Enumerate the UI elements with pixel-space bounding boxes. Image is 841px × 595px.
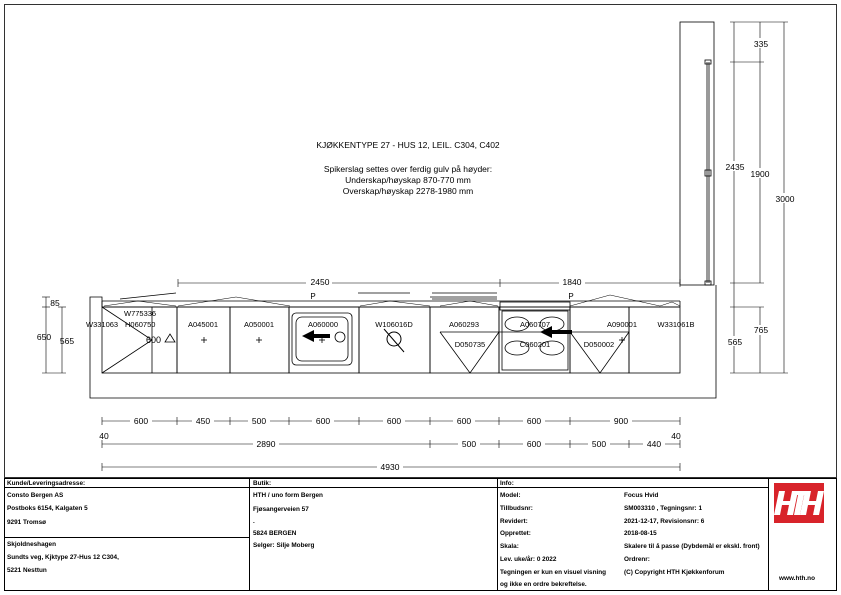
store-line-4: 5824 BERGEN (253, 530, 297, 537)
info-disclaimer-2: og ikke en ordre bekreftelse. (500, 581, 587, 588)
cab-label-a060707: A060707 (519, 320, 551, 329)
dim-r1-0: 600 (133, 416, 149, 426)
left-dim-565: 565 (59, 336, 75, 346)
store-line-5: Selger: Silje Moberg (253, 542, 315, 549)
info-label-scale: Skala: (500, 543, 519, 550)
left-dim-85: 85 (50, 298, 60, 308)
upper-cabinet-bottom-lines (120, 293, 497, 299)
cab-label-h060750: H060750 (125, 320, 156, 329)
tb-site-divider (4, 537, 250, 538)
cab-label-d050735: D050735 (454, 340, 486, 349)
customer-line-3: 9291 Tromsø (7, 519, 47, 526)
right-dim-765: 765 (753, 325, 769, 335)
cab-label-w775336: W775336 (124, 309, 157, 318)
top-dim-left: 2450 (310, 277, 330, 287)
direction-arrows (165, 326, 572, 342)
right-dim-1900: 1900 (750, 169, 770, 179)
cab-label-d050002: D050002 (583, 340, 615, 349)
cab-label-c060201: C060201 (519, 340, 551, 349)
cab-label-a045001: A045001 (187, 320, 219, 329)
info-label-created: Opprettet: (500, 530, 531, 537)
customer-line-1: Consto Bergen AS (7, 492, 64, 499)
info-label-revised: Revidert: (500, 518, 528, 525)
store-line-3: . (253, 518, 255, 525)
cab-label-w331061b: W331061B (657, 320, 695, 329)
info-label-model: Model: (500, 492, 521, 499)
drawing-note-1: Spikerslag settes over ferdig gulv på høyder: (323, 164, 493, 174)
info-value-scale: Skalere til å passe (Dybdemål er ekskl. front) (624, 543, 760, 550)
dishwasher-symbol (384, 329, 404, 352)
website-link[interactable]: www.hth.no (779, 575, 815, 582)
info-value-offer: SM003310 , Tegningsnr: 1 (624, 505, 703, 512)
info-value-copyright: (C) Copyright HTH Kjøkkenforum (624, 569, 725, 576)
dim-r1-2: 500 (251, 416, 267, 426)
dim-r2-1: 500 (461, 439, 477, 449)
drawing-note-2: Underskap/høyskap 870-770 mm (345, 175, 471, 185)
info-value-created: 2018-08-15 (624, 530, 657, 537)
info-label-delivery: Lev. uke/år: 0 2022 (500, 556, 557, 563)
dim-r2-3: 500 (591, 439, 607, 449)
marker-p-1: P (310, 292, 316, 301)
cab-label-a060000: A060000 (307, 320, 339, 329)
dim-r1-5: 600 (456, 416, 472, 426)
dim-r2-0: 2890 (256, 439, 276, 449)
dim-r1-7: 900 (613, 416, 629, 426)
info-value-revised: 2021-12-17, Revisionsnr: 6 (624, 518, 705, 525)
dim-r1-4: 600 (386, 416, 402, 426)
right-dim-3000: 3000 (775, 194, 795, 204)
right-dim-2435: 2435 (725, 162, 745, 172)
dim-r2-2: 600 (526, 439, 542, 449)
tall-cabinet (680, 22, 714, 285)
cab-label-a050001: A050001 (243, 320, 275, 329)
top-dimension-line (178, 279, 680, 287)
info-header: Info: (500, 480, 514, 487)
right-dim-565: 565 (727, 337, 743, 347)
store-line-1: HTH / uno form Bergen (253, 492, 323, 499)
info-label-offer: Tillbudsnr: (500, 505, 533, 512)
info-value-model: Focus Hvid (624, 492, 659, 499)
store-header: Butik: (253, 480, 272, 487)
info-disclaimer-1: Tegningen er kun en visuel visning (500, 569, 607, 576)
cab-label-a060293: A060293 (448, 320, 480, 329)
right-dim-335: 335 (753, 39, 769, 49)
cab-label-a090001: A090001 (606, 320, 638, 329)
customer-header: Kunde/Leveringsadresse: (7, 480, 86, 487)
customer-line-2: Postboks 6154, Kalgaten 5 (7, 505, 88, 512)
site-line-3: 5221 Nesttun (7, 567, 47, 574)
dim-r2-4: 440 (646, 439, 662, 449)
marker-p-2: P (568, 292, 574, 301)
site-line-1: Skjoldneshagen (7, 541, 57, 548)
dim-r1-1: 450 (195, 416, 211, 426)
dim-r1-6: 600 (526, 416, 542, 426)
top-dim-right: 1840 (562, 277, 582, 287)
site-line-2: Sundts veg, Kjktype 27-Hus 12 C304, (7, 554, 119, 561)
dim-r1-end-left: 40 (99, 431, 109, 441)
dim-r1-3: 600 (315, 416, 331, 426)
drawing-note-3: Overskap/høyskap 2278-1980 mm (342, 186, 474, 196)
left-dim-650: 650 (36, 332, 52, 342)
dim-r3-0: 4930 (380, 462, 400, 472)
cab-label-w106016d: W106016D (375, 320, 413, 329)
handle-markers (201, 337, 625, 343)
countertop-markings (104, 295, 680, 306)
store-line-2: Fjøsangerveien 57 (253, 506, 309, 513)
cab-label-w331063: W331063 (86, 320, 119, 329)
hth-logo (774, 483, 824, 523)
drawing-frame (5, 5, 837, 478)
drawing-title: KJØKKENTYPE 27 - HUS 12, LEIL. C304, C402 (316, 140, 500, 150)
dim-r1-end-right: 40 (671, 431, 681, 441)
tb-header-line (4, 478, 769, 488)
info-value-order: Ordrenr: (624, 556, 650, 563)
cab-label-600: 600 (146, 335, 162, 345)
